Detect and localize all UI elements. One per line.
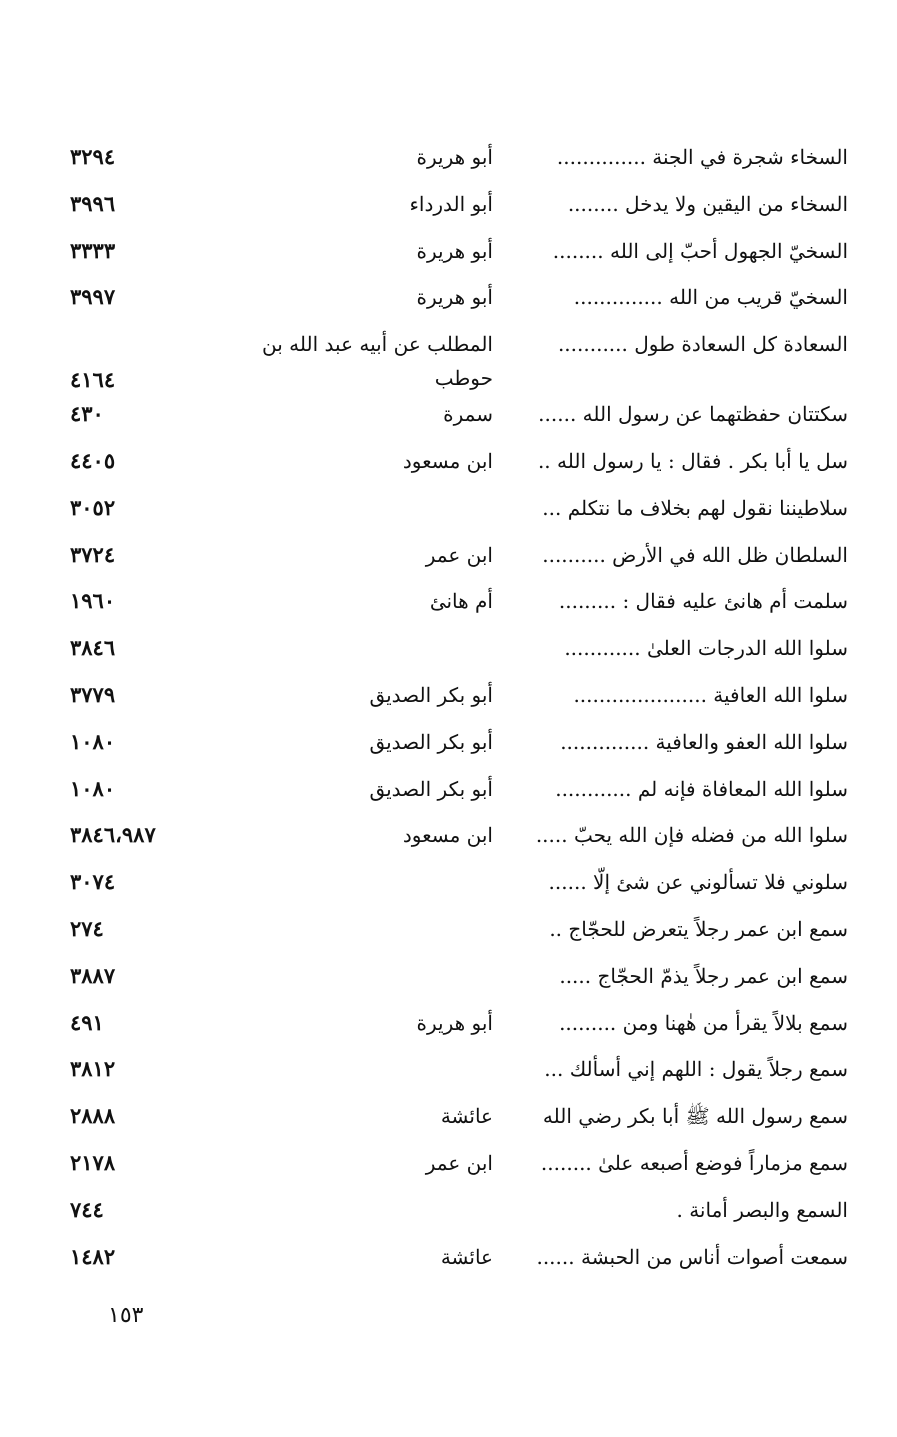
hadith-number (70, 234, 220, 268)
hadith-text: سمع رسول الله ﷺ أبا بكر رضي الله (542, 1104, 848, 1129)
hadith-number-text: ٢٧٤ (70, 915, 104, 941)
index-entry (70, 725, 848, 772)
hadith-number (70, 538, 220, 572)
hadith-text: سلوا الله العافية ..................... (573, 682, 848, 707)
hadith-number (70, 1006, 220, 1040)
index-entry (70, 1193, 848, 1240)
hadith-text: سمع ابن عمر رجلاً يتعرض للحجّاج .. (549, 916, 848, 941)
hadith-number-text: ٣٩٩٦ (70, 190, 116, 216)
hadith-text: سلوا الله من فضله فإن الله يحبّ ..... (535, 823, 848, 848)
hadith-number (70, 187, 220, 221)
hadith-number-text: ٣٧٧٩ (70, 681, 116, 707)
page-number: ١٥٣ (108, 1303, 144, 1328)
narrator-name: أبو هريرة (416, 238, 493, 263)
index-entry (70, 327, 848, 397)
hadith-number-text: ٣٨٨٧ (70, 962, 116, 988)
index-entry (70, 187, 848, 234)
hadith-number-text: ١٠٨٠ (70, 775, 116, 801)
index-entry (70, 1240, 848, 1287)
narrator-name: أم هانئ (429, 589, 493, 614)
index-entry (70, 865, 848, 912)
index-entry (70, 280, 848, 327)
hadith-text: سمعت أصوات أناس من الحبشة ...... (536, 1244, 848, 1269)
index-entry (70, 959, 848, 1006)
hadith-number-text: ١٤٨٢ (70, 1243, 116, 1269)
index-entry (70, 538, 848, 585)
hadith-number (70, 912, 220, 946)
hadith-number-text: ٣٢٩٤ (70, 144, 116, 169)
hadith-text: سمع مزماراً فوضع أصبعه علىٰ ........ (540, 1150, 848, 1175)
hadith-text: السخاء من اليقين ولا يدخل ........ (567, 191, 848, 216)
hadith-number-text: ١٩٦٠ (70, 588, 116, 614)
hadith-number (70, 678, 220, 712)
hadith-number (70, 725, 220, 759)
narrator-name: عائشة (440, 1104, 493, 1129)
narrator-name: أبو هريرة (416, 285, 493, 310)
hadith-text: السمع والبصر أمانة . (676, 1197, 848, 1222)
index-entry (70, 584, 848, 631)
hadith-number (70, 1099, 220, 1133)
hadith-number (70, 1052, 220, 1086)
hadith-number-text: ٣٨٤٦ (70, 635, 116, 661)
hadith-text: سلوا الله الدرجات العلىٰ ............ (564, 636, 848, 661)
hadith-number-text: ٤٣٠ (70, 401, 104, 427)
hadith-number (70, 584, 220, 618)
hadith-number (70, 444, 220, 478)
hadith-text: سمع ابن عمر رجلاً يذمّ الحجّاج ..... (559, 963, 848, 988)
index-entry (70, 1006, 848, 1053)
hadith-number-text: ٣٨٤٦،٩٨٧ (70, 822, 156, 848)
narrator-name: أبو بكر الصديق (369, 776, 493, 801)
hadith-text: السخيّ قريب من الله .............. (573, 285, 848, 310)
narrator-name: أبو الدرداء (409, 191, 493, 216)
hadith-number (70, 1240, 220, 1274)
hadith-number (70, 865, 220, 899)
hadith-text: سلوني فلا تسألوني عن شئ إلّا ...... (548, 870, 848, 895)
hadith-number (70, 491, 220, 525)
hadith-text: سل يا أبا بكر . فقال : يا رسول الله .. (537, 448, 848, 473)
hadith-number (70, 363, 220, 397)
hadith-number-text: ٣٠٥٢ (70, 494, 116, 520)
hadith-number (70, 959, 220, 993)
hadith-number-text: ٢١٧٨ (70, 1149, 116, 1175)
hadith-number-text: ٤٩١ (70, 1009, 104, 1035)
hadith-text: سلمت أم هانئ عليه فقال : ......... (558, 589, 848, 614)
narrator-name: عائشة (440, 1244, 493, 1269)
hadith-text: السعادة كل السعادة طول ........... (557, 332, 848, 357)
hadith-number-text: ١٠٨٠ (70, 728, 116, 754)
hadith-number-text: ٤١٦٤ (70, 367, 116, 393)
hadith-number-text: ٣٠٧٤ (70, 869, 116, 895)
hadith-text: سمع بلالاً يقرأ من هٰهنا ومن ......... (559, 1010, 848, 1035)
index-entry (70, 678, 848, 725)
hadith-text: السخاء شجرة في الجنة .............. (556, 145, 848, 169)
hadith-text: السخيّ الجهول أحبّ إلى الله ........ (552, 238, 848, 263)
index-entry (70, 140, 848, 187)
hadith-number (70, 280, 220, 314)
index-entry (70, 491, 848, 538)
index-entry (70, 234, 848, 281)
narrator-name: سمرة (443, 402, 493, 427)
narrator-name: أبو هريرة (416, 145, 493, 169)
narrator-name: ابن مسعود (402, 823, 493, 848)
index-entry (70, 631, 848, 678)
hadith-text: سكتتان حفظتهما عن رسول الله ...... (538, 402, 848, 427)
narrator-name: أبو هريرة (416, 1010, 493, 1035)
index-entry (70, 1099, 848, 1146)
hadith-text: سمع رجلاً يقول : اللهم إني أسألك ... (544, 1057, 848, 1082)
narrator-name: ابن مسعود (402, 448, 493, 473)
hadith-text: سلاطيننا نقول لهم بخلاف ما نتكلم ... (542, 495, 848, 520)
index-entry (70, 1146, 848, 1193)
index-entry (70, 1052, 848, 1099)
index-entry (70, 397, 848, 444)
hadith-number-text: ٣٣٣٣ (70, 237, 116, 263)
index-entry (70, 818, 848, 865)
narrator-name: أبو بكر الصديق (369, 682, 493, 707)
index-entry (70, 444, 848, 491)
hadith-text: سلوا الله المعافاة فإنه لم ............ (555, 776, 848, 801)
hadith-text: السلطان ظل الله في الأرض .......... (542, 542, 848, 567)
hadith-number-text: ٣٧٢٤ (70, 541, 116, 567)
hadith-number-text: ٣٩٩٧ (70, 284, 116, 310)
narrator-name: المطلب عن أبيه عبد الله بن حوطب (262, 332, 493, 391)
narrator-name: أبو بكر الصديق (369, 729, 493, 754)
hadith-number (70, 397, 220, 431)
narrator-name: ابن عمر (425, 1150, 493, 1175)
hadith-number-text: ٢٨٨٨ (70, 1103, 116, 1129)
hadith-number (70, 772, 220, 806)
narrator-name: ابن عمر (425, 542, 493, 567)
index-entry (70, 912, 848, 959)
hadith-number-text: ٧٤٤ (70, 1196, 104, 1222)
hadith-number (70, 631, 220, 665)
hadith-number-text: ٤٤٠٥ (70, 447, 116, 473)
hadith-number-text: ٣٨١٢ (70, 1056, 116, 1082)
hadith-text: سلوا الله العفو والعافية .............. (560, 729, 848, 754)
hadith-number (70, 1146, 220, 1180)
hadith-index-list (70, 140, 848, 1286)
hadith-number (70, 1193, 220, 1227)
index-entry (70, 772, 848, 819)
hadith-number (70, 818, 220, 852)
hadith-number (70, 140, 220, 174)
